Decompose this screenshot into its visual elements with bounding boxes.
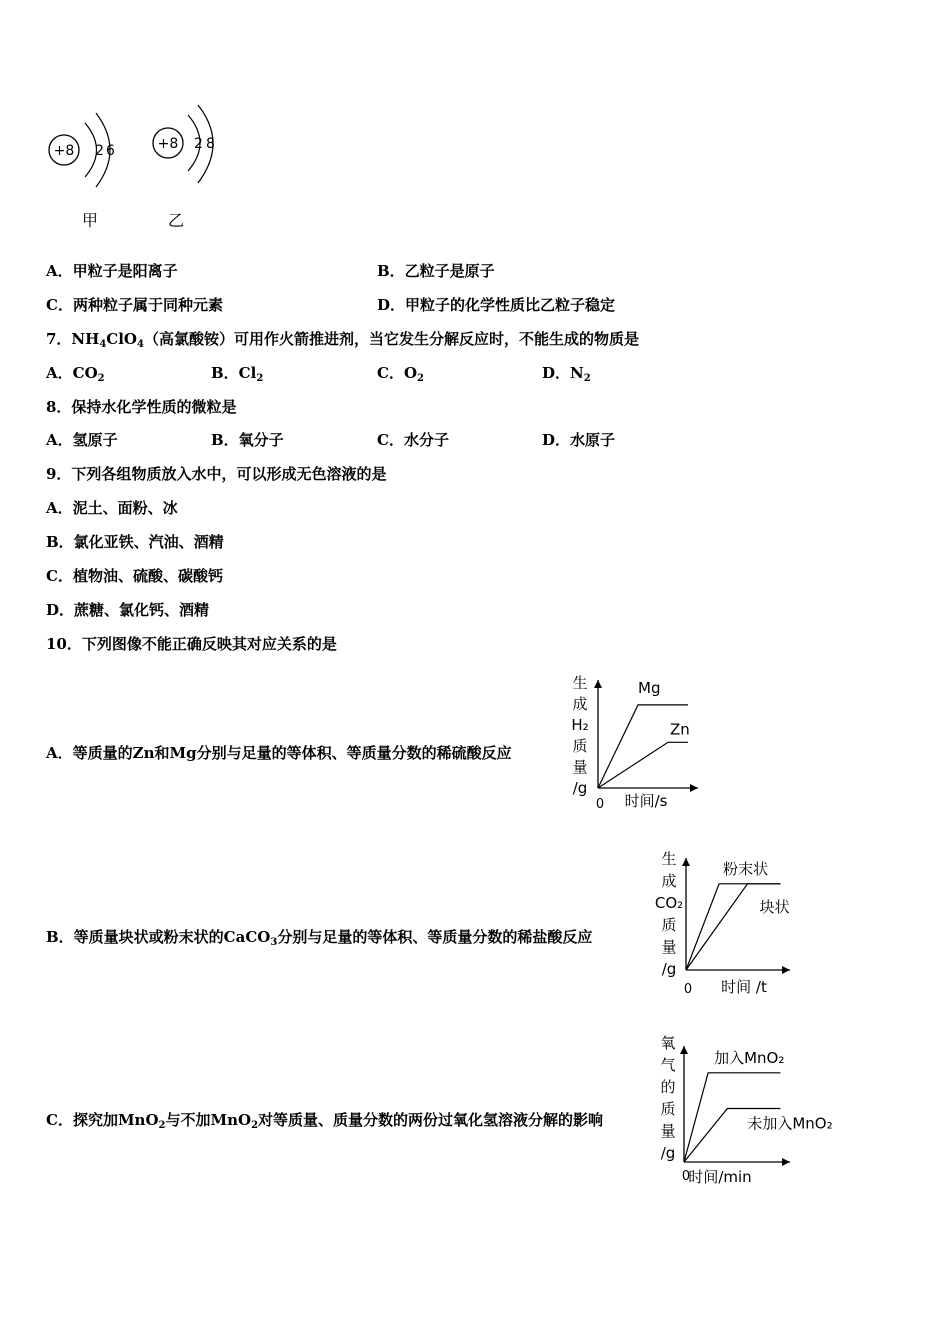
y-axis-label-char: 质 xyxy=(661,916,677,934)
y-axis-label-char: 的 xyxy=(660,1078,676,1096)
q9-option-b: B．氯化亚铁、汽油、酒精 xyxy=(46,533,224,551)
q8-option-a: A．氢原子 xyxy=(46,431,118,449)
jia-nucleus: +8 xyxy=(53,143,75,159)
y-axis-label-char: 气 xyxy=(660,1056,676,1074)
yi-shell1: 2 xyxy=(194,136,203,152)
jia-shell1: 2 xyxy=(95,143,104,159)
x-axis-arrow xyxy=(782,1158,790,1166)
y-axis-arrow xyxy=(594,680,602,688)
y-axis-label-char: 成 xyxy=(572,695,588,713)
q7-option-b: B．$Cl_2$ xyxy=(211,364,264,384)
series-label: Mg xyxy=(638,678,661,697)
chart-b-caco3 xyxy=(652,848,802,998)
series-line xyxy=(598,705,688,788)
y-axis-arrow xyxy=(680,1046,688,1054)
q9-option-c: C．植物油、硫酸、碳酸钙 xyxy=(46,567,223,585)
jia-shell2: 6 xyxy=(106,143,115,159)
q8-option-d: D．水原子 xyxy=(542,431,616,449)
y-axis-label-char: 质 xyxy=(660,1100,676,1118)
q7-option-c: C．$O_2$ xyxy=(377,364,424,384)
q6-option-c: C．两种粒子属于同种元素 xyxy=(46,296,223,314)
y-axis-label-char: 成 xyxy=(661,872,677,890)
q6-option-a: A．甲粒子是阳离子 xyxy=(46,262,178,280)
q10-stem: 10．下列图像不能正确反映其对应关系的是 xyxy=(46,635,337,653)
series-label: 块状 xyxy=(759,897,790,916)
x-axis-arrow xyxy=(690,784,698,792)
q8-option-c: C．水分子 xyxy=(377,431,449,449)
q10-option-b: B．等质量块状或粉末状的CaCO$_3$分别与足量的等体积、等质量分数的稀盐酸反应 xyxy=(46,928,593,948)
q9-stem: 9．下列各组物质放入水中，可以形成无色溶液的是 xyxy=(46,465,387,483)
y-axis-label-char: 生 xyxy=(572,674,588,692)
atom-yi xyxy=(153,105,215,183)
origin-label: 0 xyxy=(683,982,693,997)
q9-option-a: A．泥土、面粉、冰 xyxy=(46,499,178,517)
x-axis-label: 时间 /t xyxy=(721,978,767,996)
y-axis-label-char: 生 xyxy=(661,850,677,868)
y-axis-arrow xyxy=(682,858,690,866)
series-line xyxy=(686,884,781,970)
series-label: 加入MnO₂ xyxy=(714,1048,785,1067)
origin-label: 0 xyxy=(595,797,605,812)
x-axis-label: 时间/s xyxy=(624,792,668,810)
y-axis-label-char: /g xyxy=(661,960,677,978)
q8-option-b: B．氧分子 xyxy=(211,431,284,449)
atom-label-jia: 甲 xyxy=(82,211,99,230)
series-line xyxy=(686,884,781,970)
q6-option-d: D．甲粒子的化学性质比乙粒子稳定 xyxy=(377,296,616,314)
yi-nucleus: +8 xyxy=(157,136,179,152)
q7-option-a: A．$CO_2$ xyxy=(46,364,105,384)
atom-label-yi: 乙 xyxy=(168,211,185,230)
chart-c-mno2 xyxy=(654,1030,834,1190)
origin-label: 0 xyxy=(681,1169,691,1184)
y-axis-label-char: H₂ xyxy=(571,716,589,734)
x-axis-label: 时间/min xyxy=(688,1168,752,1186)
y-axis-label-char: /g xyxy=(660,1144,676,1162)
q7-stem: 7．$NH_4ClO_4$（高氯酸铵）可用作火箭推进剂，当它发生分解反应时，不能生成的物质是 xyxy=(46,330,639,350)
atom-jia xyxy=(49,113,115,187)
q10-option-c: C．探究加MnO$_2$与不加MnO$_2$对等质量、质量分数的两份过氧化氢溶液分解的影响 xyxy=(46,1111,604,1131)
y-axis-label-char: /g xyxy=(572,779,588,797)
q9-option-d: D．蔗糖、氯化钙、酒精 xyxy=(46,601,210,619)
atom-structure-diagram xyxy=(40,95,240,195)
series-line xyxy=(598,742,688,788)
yi-shell2: 8 xyxy=(206,136,215,152)
q7-option-d: D．$N_2$ xyxy=(542,364,591,384)
y-axis-label-char: 氧 xyxy=(660,1034,676,1052)
y-axis-label-char: 量 xyxy=(660,1122,676,1140)
series-label: 未加入MnO₂ xyxy=(747,1114,833,1133)
q6-option-b: B．乙粒子是原子 xyxy=(377,262,495,280)
series-label: Zn xyxy=(670,720,690,739)
y-axis-label-char: 量 xyxy=(572,758,588,776)
y-axis-label-char: CO₂ xyxy=(654,894,684,912)
y-axis-label-char: 质 xyxy=(572,737,588,755)
x-axis-arrow xyxy=(782,966,790,974)
chart-a-zn-mg xyxy=(568,672,708,814)
y-axis-label-char: 量 xyxy=(661,938,677,956)
q8-stem: 8．保持水化学性质的微粒是 xyxy=(46,398,237,416)
q10-option-a: A．等质量的Zn和Mg分别与足量的等体积、等质量分数的稀硫酸反应 xyxy=(46,744,512,762)
series-label: 粉末状 xyxy=(723,859,769,878)
